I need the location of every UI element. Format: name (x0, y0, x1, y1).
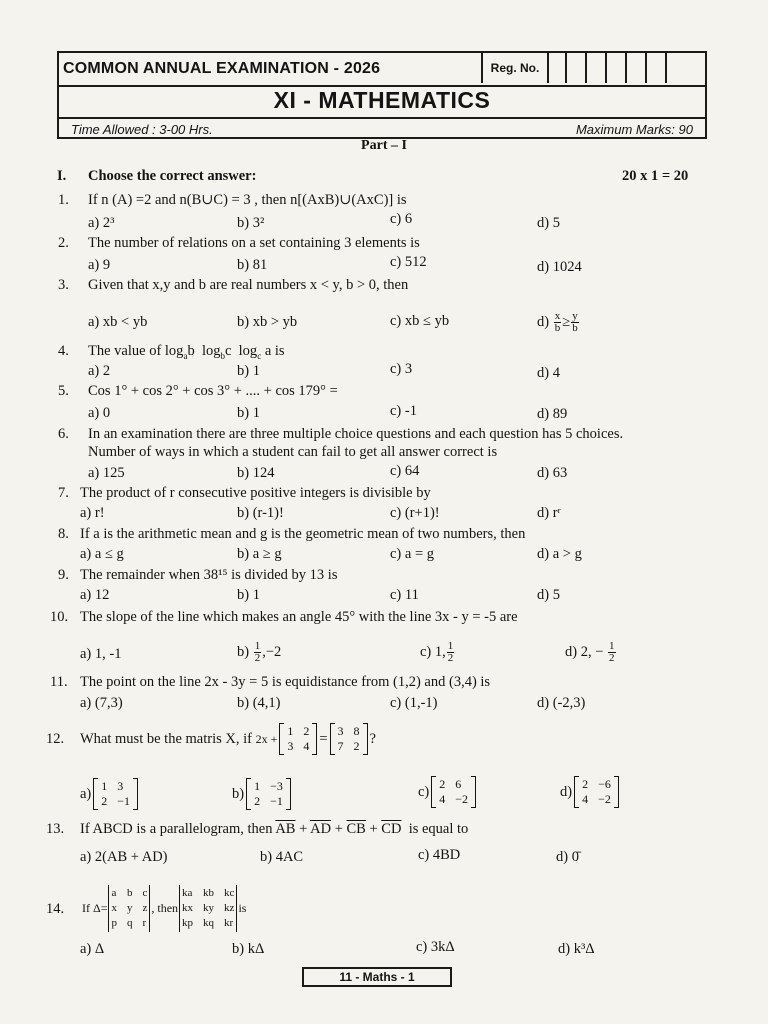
det-entry: c (142, 886, 148, 899)
det-entry: a (111, 886, 117, 899)
option-c (420, 641, 455, 664)
matrix-entry: 4 (582, 792, 589, 806)
question-text-lead: If ABCD is a parallelogram, then (80, 821, 273, 837)
det-entry: kq (203, 916, 215, 929)
vector-term: $\overline{CB}$ (346, 821, 366, 837)
question-text: The remainder when 38¹⁵ is divided by 13 is (80, 567, 338, 583)
option-c: c) a = g (390, 546, 435, 562)
option-b: b) 1 (237, 363, 260, 379)
matrix-entry: 3 (117, 779, 124, 793)
question-number: 6. (58, 426, 69, 442)
option-d (565, 641, 617, 664)
option-c: c) (r+1)! (390, 505, 440, 521)
reg-no-cell[interactable] (587, 53, 607, 83)
matrix-entry: 2 (303, 724, 310, 738)
question-text: The product of r consecutive positive integers is divisible by (80, 485, 431, 501)
option-a: a) 2³ (88, 215, 115, 231)
matrix-entry: −2 (598, 792, 611, 806)
det-entry: kz (224, 901, 235, 914)
matrix-option-b (246, 778, 291, 810)
matrix-option-a (93, 778, 138, 810)
determinant-first (108, 885, 150, 932)
option-c-label: c) 1, (420, 643, 446, 660)
option-b-label: b) (237, 643, 250, 660)
reg-no-cell[interactable] (647, 53, 667, 83)
matrix-entry: −2 (455, 792, 469, 806)
option-c: c) 3kΔ (416, 939, 455, 955)
time-allowed: Time Allowed : 3-00 Hrs. (71, 122, 213, 137)
option-a: a) 12 (80, 587, 110, 603)
option-d: d) 5 (537, 215, 560, 231)
question-text: Given that x,y and b are real numbers x < y, b > 0, then (88, 277, 409, 293)
fraction-y-over-b: $\frac{y}{b}$ (572, 310, 578, 334)
matrix-entry: −3 (270, 779, 283, 793)
question-number: 4. (58, 343, 69, 359)
option-c: c) 6 (390, 211, 413, 227)
question-text: If Δ= a b c x y z p q r , then ka kb kc kx ky kz kp kq kr is (82, 878, 246, 938)
matrix-option-d (574, 776, 619, 808)
det-entry: p (111, 916, 117, 929)
matrix-entry: 2 (582, 777, 589, 791)
det-entry: z (142, 901, 148, 914)
question-number: 12. (46, 731, 65, 747)
option-b-label: b) (232, 786, 245, 802)
option-d: d) 4 (537, 365, 560, 381)
option-c: c) 4BD (418, 847, 461, 863)
exam-title: COMMON ANNUAL EXAMINATION - 2026 (63, 60, 381, 77)
option-c (418, 774, 478, 810)
option-a: a) 9 (88, 257, 111, 273)
section-score: 20 x 1 = 20 (622, 168, 689, 184)
question-number: 10. (50, 609, 69, 625)
reg-no-cell[interactable] (627, 53, 647, 83)
maximum-marks: Maximum Marks: 90 (575, 122, 693, 137)
option-a: a) Δ (80, 941, 105, 957)
option-b: b) a ≥ g (237, 546, 282, 562)
option-d: d) $\frac{x}{b}$ ≥ $\frac{y}{b}$ (537, 310, 578, 334)
option-c: c) 64 (390, 463, 420, 479)
matrix-entry: 4 (303, 739, 310, 753)
option-b: b) $\frac{1}{2}$ ,−2 (237, 640, 282, 664)
matrix-entry: −6 (598, 777, 611, 791)
matrix-entry: 1 (101, 779, 108, 793)
option-b: b) kΔ (232, 941, 265, 957)
exam-header-box (57, 51, 707, 139)
det-entry: kp (182, 916, 194, 929)
question-number: 11. (50, 674, 68, 690)
question-text-line-2: Number of ways in which a student can fail to get all answer correct is (88, 444, 498, 460)
option-d: d) 89 (537, 406, 568, 422)
matrix-entry: 3 (337, 724, 344, 738)
matrix-entry: 4 (439, 792, 446, 806)
det-entry: kc (224, 886, 235, 899)
option-d: d) 1024 (537, 259, 582, 275)
question-text: Cos 1° + cos 2° + cos 3° + .... + cos 179° = (88, 383, 338, 399)
question-text: The value of $\log_ab$ $\log_bc$ $\log_c a$ is (88, 343, 285, 361)
option-b: b) 1 (237, 587, 260, 603)
option-d: d) 0̄ (556, 849, 579, 865)
option-d-label: d) (537, 313, 550, 330)
det-entry: q (126, 916, 133, 929)
question-text: If ABCD is a parallelogram, then $\overline{AB} + \overline{AD} + \overline{CB} + \overline{CD}$ is equal to (80, 821, 469, 837)
option-b: b) 3² (237, 215, 265, 231)
question-number: 13. (46, 821, 65, 837)
fraction-one-half: $\frac{1}{2}$ (254, 640, 261, 664)
part-heading: Part – I (361, 138, 407, 153)
option-a: a) 125 (88, 465, 125, 481)
det-entry: y (126, 901, 133, 914)
question-text-lead: If (82, 901, 90, 915)
option-c: c) 11 (390, 587, 419, 603)
option-a-label: a) (80, 786, 92, 802)
matrix-rhs (330, 723, 368, 755)
matrix-option-c (431, 776, 476, 808)
option-a: a) (7,3) (80, 695, 123, 711)
option-a: a) 2(AB + AD) (80, 849, 168, 865)
matrix-lhs (279, 723, 317, 755)
option-c: c) 3 (390, 361, 413, 377)
option-d: d) a > g (537, 546, 582, 562)
option-d: d) k³Δ (558, 941, 595, 957)
question-text: The slope of the line which makes an angle 45° with the line 3x - y = -5 are (80, 609, 518, 625)
question-number: 5. (58, 383, 69, 399)
option-c: c) 512 (390, 254, 427, 270)
fraction-one-half: $\frac{1}{2}$ (447, 640, 454, 664)
option-b: b) xb > yb (237, 314, 298, 330)
det-entry: kr (224, 916, 234, 929)
option-c: c) -1 (390, 403, 417, 419)
matrix-entry: 8 (353, 724, 360, 738)
question-text: If n (A) =2 and n(B∪C) = 3 , then n[(AxB)∪(AxC)] is (88, 192, 407, 208)
matrix-entry: 6 (455, 777, 462, 791)
fraction-one-half: $\frac{1}{2}$ (609, 640, 615, 664)
reg-no-cell[interactable] (607, 53, 627, 83)
reg-no-cell[interactable] (547, 53, 567, 83)
option-d: d) (-2,3) (537, 695, 586, 711)
vector-term: $\overline{CD}$ (381, 821, 402, 837)
question-number: 8. (58, 526, 69, 542)
option-a: a) 1, -1 (80, 646, 122, 662)
page-footer-label: 11 - Maths - 1 (302, 967, 452, 987)
question-text: In an examination there are three multiple choice questions and each question has 5 choices. (88, 426, 624, 442)
option-c: c) xb ≤ yb (390, 313, 450, 329)
option-b: b) (r-1)! (237, 505, 284, 521)
option-c: c) (1,-1) (390, 695, 438, 711)
matrix-entry: 2 (439, 777, 446, 791)
reg-no-cells (547, 53, 687, 83)
option-d (560, 774, 621, 810)
vector-term: $\overline{AB}$ (275, 821, 296, 837)
det-entry: x (111, 901, 117, 914)
question-number: 1. (58, 192, 69, 208)
option-d: d) 63 (537, 465, 568, 481)
question-text: What must be the matris X, if 2x + 1 2 3 4 = 3 8 7 2 ? (80, 724, 376, 753)
section-number: I. (57, 168, 67, 184)
option-b: b) 4AC (260, 849, 304, 865)
header-top-row (59, 53, 705, 87)
det-entry: r (142, 916, 147, 929)
determinant-second (179, 885, 237, 932)
matrix-entry: 3 (287, 739, 294, 753)
option-b (232, 776, 293, 812)
question-number: 9. (58, 567, 69, 583)
option-a: a) 0 (88, 405, 111, 421)
question-text: If a is the arithmetic mean and g is the geometric mean of two numbers, then (80, 526, 526, 542)
question-text: The point on the line 2x - 3y = 5 is equidistance from (1,2) and (3,4) is (80, 674, 491, 690)
reg-no-cell[interactable] (567, 53, 587, 83)
option-a: a) xb < yb (88, 314, 148, 330)
option-d-label: d) (560, 784, 573, 800)
matrix-entry: −1 (270, 794, 283, 808)
option-a: a) a ≤ g (80, 546, 124, 562)
option-a (80, 776, 140, 812)
matrix-entry: 2 (254, 794, 261, 808)
question-number: 3. (58, 277, 69, 293)
det-entry: kb (203, 886, 215, 899)
det-entry: ky (203, 901, 215, 914)
option-d: d) rʳ (537, 505, 561, 521)
option-b: b) (4,1) (237, 695, 281, 711)
subject-title: XI - MATHEMATICS (273, 87, 491, 113)
vector-term: $\overline{AD}$ (310, 821, 332, 837)
question-text: The number of relations on a set containing 3 elements is (88, 235, 420, 251)
option-b: b) 1 (237, 405, 260, 421)
reg-no-cell[interactable] (667, 53, 687, 83)
matrix-entry: −1 (117, 794, 131, 808)
matrix-entry: 2 (101, 794, 108, 808)
matrix-entry: 2 (353, 739, 360, 753)
question-text-lead: What must be the matris X, if (80, 731, 252, 747)
option-b: b) 81 (237, 257, 268, 273)
option-d: d) 5 (537, 587, 560, 603)
det-entry: kx (182, 901, 194, 914)
fraction-x-over-b: $\frac{x}{b}$ (554, 310, 561, 334)
section-instruction: Choose the correct answer: (88, 168, 257, 184)
option-c-label: c) (418, 784, 430, 800)
matrix-entry: 1 (287, 724, 294, 738)
option-a: a) 2 (88, 363, 111, 379)
option-b: b) 124 (237, 465, 275, 481)
matrix-entry: 1 (254, 779, 261, 793)
question-number: 7. (58, 485, 69, 501)
det-entry: ka (182, 886, 193, 899)
option-a: a) r! (80, 505, 105, 521)
reg-no-label: Reg. No. (481, 53, 549, 83)
det-entry: b (126, 886, 133, 899)
question-number: 2. (58, 235, 69, 251)
matrix-entry: 7 (337, 739, 344, 753)
question-number: 14. (46, 901, 65, 917)
option-d-label: d) 2, − (565, 643, 604, 660)
